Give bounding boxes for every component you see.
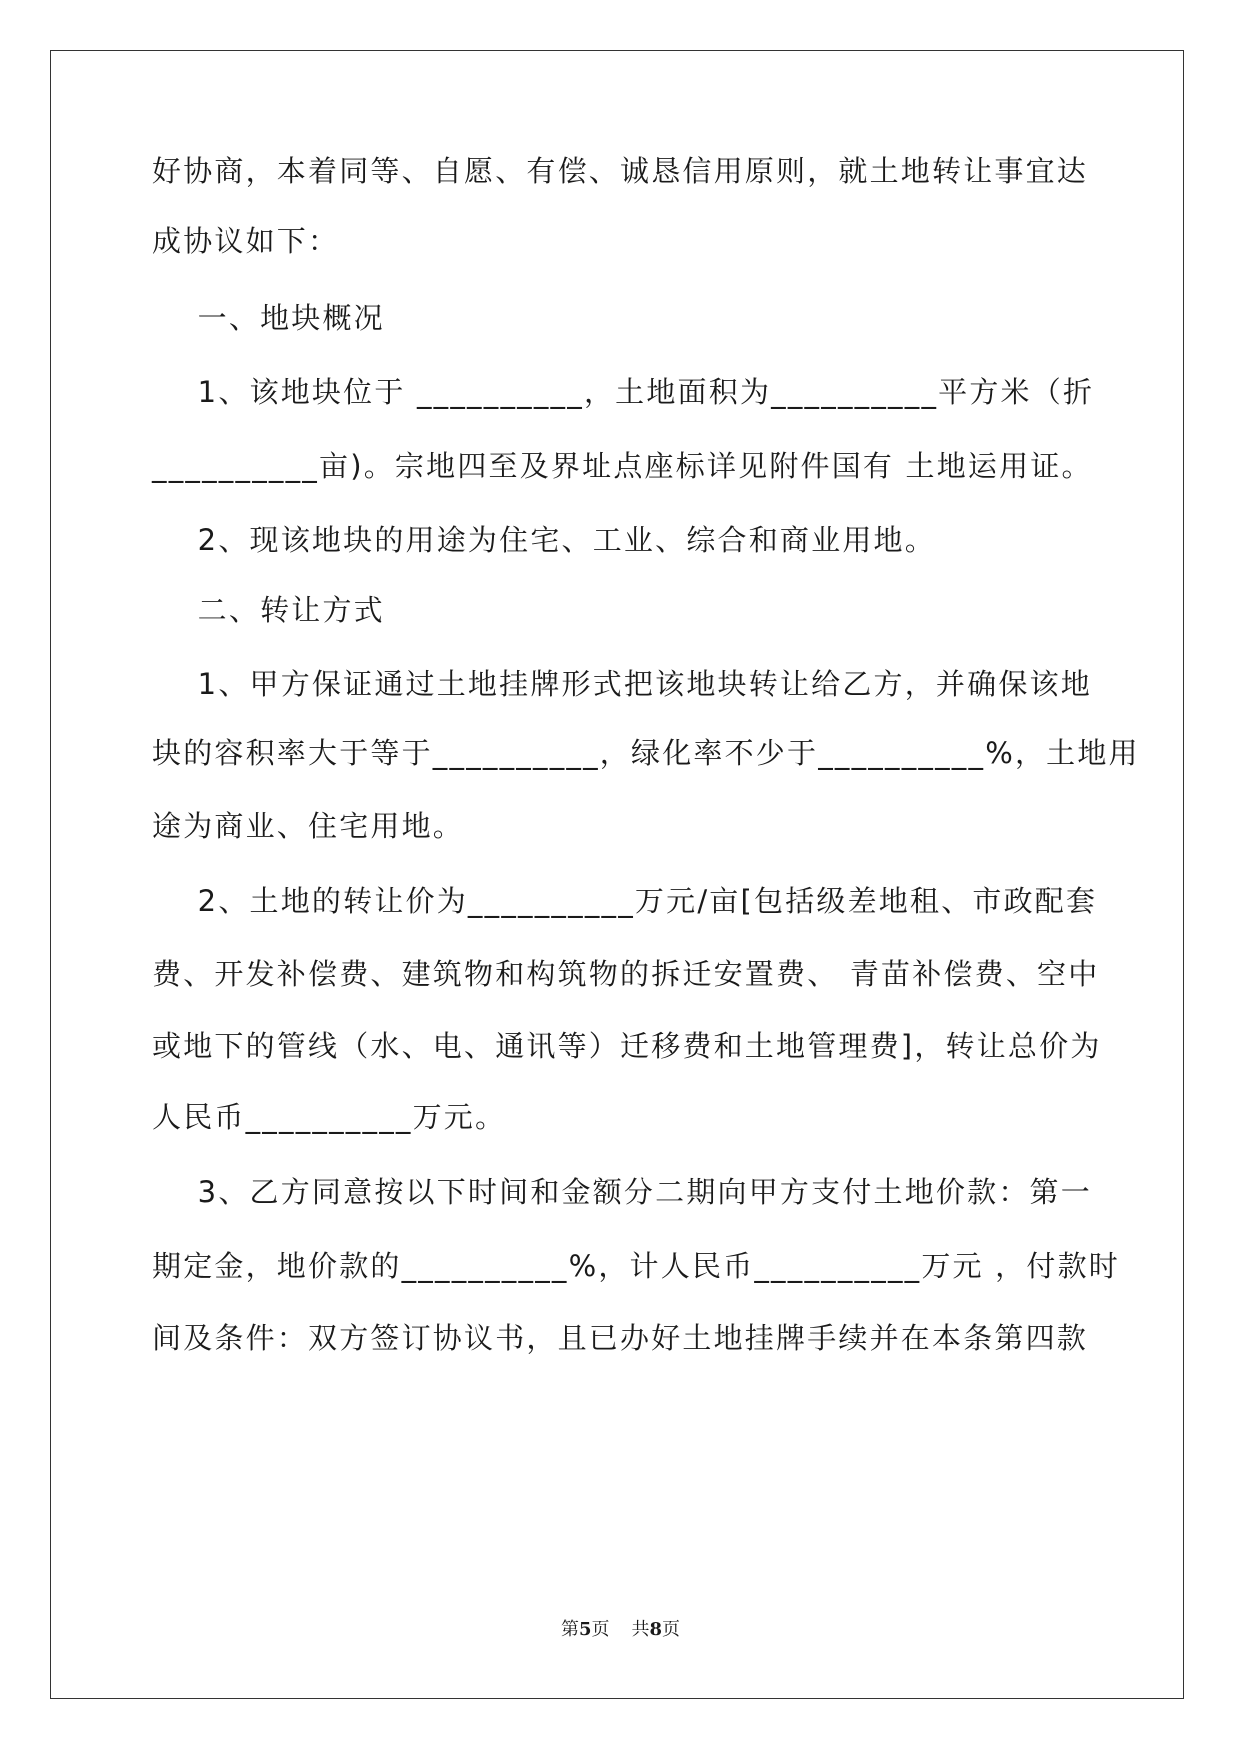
text-line-12: 费、开发补偿费、建筑物和构筑物的拆迁安置费、 青苗补偿费、空中 [152,957,1100,991]
text-line-6: 2、现该地块的用途为住宅、工业、综合和商业用地。 [152,523,936,557]
total-prefix: 共 [631,1619,650,1640]
text-line-14: 人民币__________万元。 [152,1100,507,1134]
text-line-16: 期定金，地价款的__________%，计人民币__________万元 ，付款时 [152,1249,1120,1283]
text-line-8: 1、甲方保证通过土地挂牌形式把该地块转让给乙方，并确保该地 [152,667,1092,701]
text-line-15: 3、乙方同意按以下时间和金额分二期向甲方支付土地价款：第一 [152,1175,1092,1209]
total-suffix: 页 [662,1619,681,1640]
section-heading-2: 二、转让方式 [152,593,385,627]
text-line-13: 或地下的管线（水、电、通讯等）迁移费和土地管理费]，转让总价为 [152,1029,1102,1063]
text-line-10: 途为商业、住宅用地。 [152,809,465,843]
text-line-2: 成协议如下： [152,224,340,258]
text-line-17: 间及条件：双方签订协议书，且已办好土地挂牌手续并在本条第四款 [152,1321,1089,1355]
page-current: 5 [578,1619,592,1640]
page-prefix: 第 [560,1619,579,1640]
page-footer [0,1618,1241,1642]
text-line-4: 1、该地块位于 __________，土地面积为__________平方米（折 [152,375,1095,409]
text-line-5: __________亩)。宗地四至及界址点座标详见附件国有 土地运用证。 [152,449,1093,483]
text-line-9: 块的容积率大于等于__________，绿化率不少于__________%，土地用 [152,736,1140,770]
page-suffix: 页 [591,1619,610,1640]
page-total: 8 [649,1619,663,1640]
text-line-11: 2、土地的转让价为__________万元/亩[包括级差地租、市政配套 [152,884,1098,918]
text-line-1: 好协商，本着同等、自愿、有偿、诚恳信用原则，就土地转让事宜达 [152,154,1089,188]
section-heading-1: 一、地块概况 [152,301,385,335]
